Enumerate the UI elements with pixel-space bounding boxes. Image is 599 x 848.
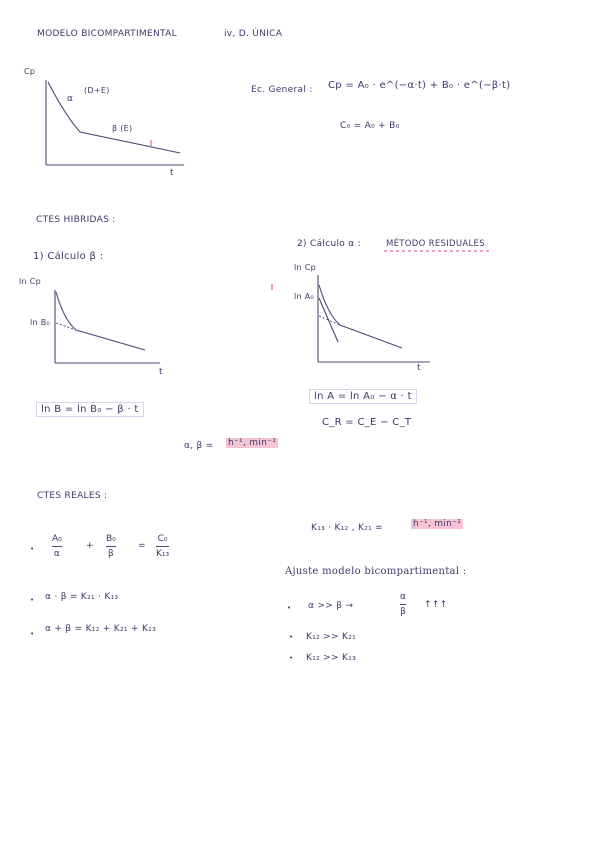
fraction-a0-alpha: A₀ α xyxy=(52,534,62,559)
real-units: h⁻¹, min⁻¹ xyxy=(413,519,462,529)
graph-1-alpha-note: (D+E) xyxy=(84,86,110,95)
bullet: • xyxy=(30,545,35,553)
general-eq: Cp = A₀ · e^(−α·t) + B₀ · e^(−β·t) xyxy=(328,80,511,91)
graph-1-beta-note: β (E) xyxy=(112,124,133,133)
graph-3-y-label: ln Cp xyxy=(294,263,316,272)
bullet: • xyxy=(30,596,35,604)
pink-mark xyxy=(150,140,152,146)
bullet: • xyxy=(289,654,294,662)
graph-2-beta xyxy=(55,290,160,363)
fraction-b0-beta: B₀ β xyxy=(106,534,116,559)
bullet: • xyxy=(289,633,294,641)
real-heading: CTES REALES : xyxy=(37,491,108,501)
hybrid-heading: CTES HIBRIDAS : xyxy=(36,215,116,225)
graph-3-intercept: ln A₀ xyxy=(294,292,315,301)
hybrid-step-2-method: MÉTODO RESIDUALES xyxy=(386,239,485,249)
general-eq-label: Ec. General : xyxy=(251,85,313,95)
graph-2-x-label: t xyxy=(159,367,163,377)
equals-sign: = xyxy=(138,541,146,551)
graph-1-biexponential xyxy=(46,80,184,165)
graph-2-y-label: ln Cp xyxy=(19,277,41,286)
graph-1-y-label: Cp xyxy=(24,67,36,76)
eq-ln-a: ln A = ln A₀ − α · t xyxy=(309,389,417,404)
hybrid-step-2: 2) Cálculo α : xyxy=(297,239,361,249)
graph-2-curve xyxy=(56,292,145,350)
ajuste-1-prefix: α >> β → xyxy=(308,601,354,611)
c0-eq: C₀ = A₀ + B₀ xyxy=(340,121,400,131)
ajuste-3: K₁₂ >> K₁₃ xyxy=(306,653,357,663)
fraction-c0-k13: C₀ K₁₃ xyxy=(156,534,170,559)
eq-residual: C_R = C_E − C_T xyxy=(322,417,412,428)
eq-ln-b: ln B = ln B₀ − β · t xyxy=(36,402,144,417)
graph-1-alpha: α xyxy=(67,94,74,104)
page-title: MODELO BICOMPARTIMENTAL xyxy=(37,29,177,39)
eq-alpha-beta-product: α · β = K₂₁ · K₁₃ xyxy=(45,592,119,602)
fraction-alpha-beta: α β xyxy=(400,592,406,617)
ajuste-title: Ajuste modelo bicompartimental : xyxy=(285,566,467,577)
hybrid-units-prefix: α, β = xyxy=(184,441,214,451)
graph-2-intercept: ln B₀ xyxy=(30,318,51,327)
plus-sign: + xyxy=(86,541,94,551)
ajuste-2: K₁₂ >> K₂₁ xyxy=(306,632,357,642)
pink-mark xyxy=(271,284,273,290)
ajuste-1-suffix: ↑↑↑ xyxy=(424,600,448,610)
page-subtitle: iv, D. ÚNICA xyxy=(224,29,283,39)
graph-3-curve xyxy=(319,285,402,348)
eq-alpha-beta-sum: α + β = K₁₂ + K₂₁ + K₁₃ xyxy=(45,624,156,634)
graph-3-residuals xyxy=(318,275,430,362)
bullet: • xyxy=(287,604,292,612)
hybrid-step-1: 1) Cálculo β : xyxy=(33,251,104,262)
graph-3-x-label: t xyxy=(417,363,421,373)
graph-1-x-label: t xyxy=(170,168,174,178)
hybrid-units: h⁻¹, min⁻¹ xyxy=(228,438,277,448)
bullet: • xyxy=(30,630,35,638)
real-units-prefix: K₁₃ · K₁₂ , K₂₁ = xyxy=(311,523,384,533)
graph-1-curve xyxy=(48,82,180,153)
